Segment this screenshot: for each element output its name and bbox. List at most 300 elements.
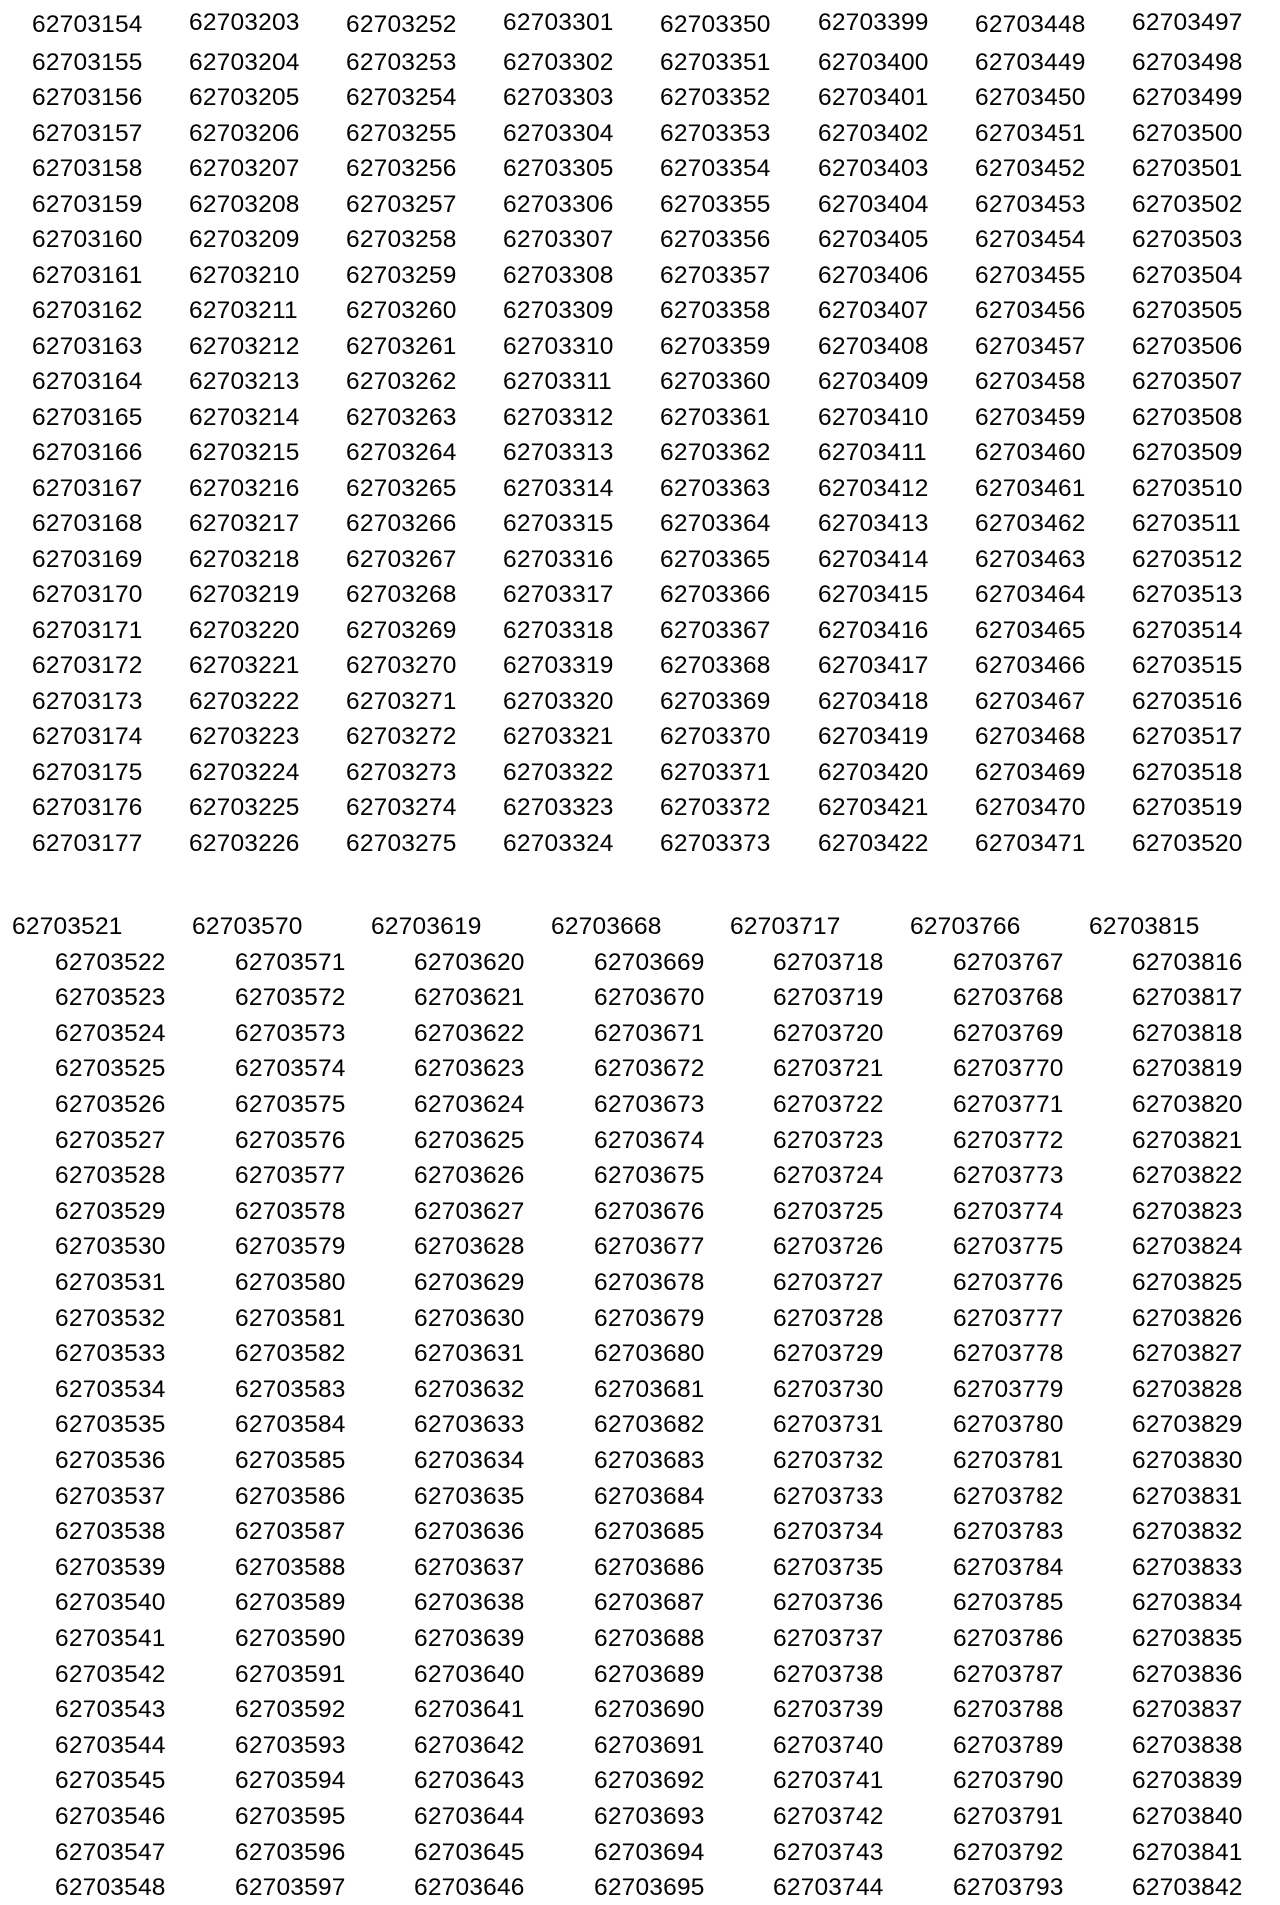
number-entry: 62703593 [235, 1731, 346, 1759]
number-entry: 62703535 [55, 1411, 166, 1439]
number-entry: 62703784 [953, 1553, 1064, 1581]
number-entry: 62703203 [189, 9, 300, 36]
number-entry: 62703307 [503, 226, 614, 253]
number-entry: 62703581 [235, 1304, 346, 1332]
number-entry: 62703500 [1132, 119, 1243, 147]
number-entry: 62703315 [503, 510, 614, 537]
number-entry: 62703267 [346, 545, 457, 573]
number-entry: 62703356 [660, 226, 771, 253]
number-entry: 62703834 [1132, 1589, 1243, 1617]
number-entry: 62703728 [773, 1304, 884, 1332]
number-entry: 62703318 [503, 616, 614, 644]
number-entry: 62703734 [773, 1518, 884, 1546]
number-entry: 62703774 [953, 1197, 1064, 1225]
number-entry: 62703830 [1132, 1447, 1243, 1474]
number-entry: 62703640 [414, 1660, 525, 1688]
number-entry: 62703695 [594, 1874, 705, 1902]
number-entry: 62703621 [414, 984, 525, 1012]
number-entry: 62703317 [503, 581, 614, 608]
number-entry: 62703637 [414, 1553, 525, 1581]
number-entry: 62703159 [32, 190, 143, 218]
number-entry: 62703837 [1132, 1696, 1243, 1724]
number-entry: 62703311 [503, 368, 612, 395]
number-entry: 62703641 [414, 1696, 525, 1724]
number-entry: 62703176 [32, 794, 143, 821]
number-entry: 62703548 [55, 1874, 166, 1902]
number-entry: 62703577 [235, 1162, 346, 1190]
number-entry: 62703505 [1132, 297, 1243, 324]
number-entry: 62703210 [189, 261, 300, 289]
number-entry: 62703629 [414, 1269, 525, 1296]
number-entry: 62703312 [503, 403, 614, 431]
number-entry: 62703788 [953, 1696, 1064, 1724]
number-entry: 62703422 [818, 829, 929, 857]
number-entry: 62703528 [55, 1162, 166, 1190]
number-entry: 62703162 [32, 297, 143, 324]
number-entry: 62703274 [346, 794, 457, 821]
number-entry: 62703529 [55, 1197, 166, 1225]
number-entry: 62703595 [235, 1803, 346, 1830]
number-entry: 62703465 [975, 616, 1086, 644]
number-entry: 62703742 [773, 1803, 884, 1830]
number-entry: 62703620 [414, 948, 525, 976]
number-entry: 62703264 [346, 439, 457, 466]
number-entry: 62703450 [975, 84, 1086, 111]
number-entry: 62703211 [189, 297, 298, 324]
number-entry: 62703833 [1132, 1553, 1243, 1581]
number-entry: 62703168 [32, 510, 143, 537]
number-entry: 62703719 [773, 984, 884, 1012]
number-entry: 62703642 [414, 1731, 525, 1759]
number-entry: 62703521 [12, 913, 123, 940]
number-entry: 62703463 [975, 545, 1086, 573]
number-entry: 62703253 [346, 48, 457, 76]
number-entry: 62703226 [189, 829, 300, 857]
number-entry: 62703515 [1132, 652, 1243, 679]
number-entry: 62703417 [818, 652, 929, 679]
number-entry: 62703154 [32, 11, 143, 38]
number-entry: 62703364 [660, 510, 771, 537]
number-entry: 62703414 [818, 545, 929, 573]
number-entry: 62703770 [953, 1055, 1064, 1083]
number-entry: 62703459 [975, 403, 1086, 431]
number-entry: 62703768 [953, 984, 1064, 1012]
number-entry: 62703789 [953, 1731, 1064, 1759]
number-entry: 62703214 [189, 403, 300, 431]
number-entry: 62703454 [975, 226, 1086, 253]
number-entry: 62703499 [1132, 84, 1243, 111]
number-entry: 62703547 [55, 1838, 166, 1866]
number-entry: 62703215 [189, 439, 300, 466]
number-entry: 62703596 [235, 1838, 346, 1866]
number-entry: 62703583 [235, 1375, 346, 1403]
number-entry: 62703421 [818, 794, 929, 821]
number-entry: 62703212 [189, 332, 300, 360]
number-entry: 62703523 [55, 984, 166, 1012]
number-entry: 62703721 [773, 1055, 884, 1083]
number-entry: 62703369 [660, 687, 771, 715]
number-entry: 62703836 [1132, 1660, 1243, 1688]
number-entry: 62703779 [953, 1375, 1064, 1403]
number-entry: 62703256 [346, 155, 457, 182]
number-entry: 62703590 [235, 1625, 346, 1652]
number-entry: 62703692 [594, 1767, 705, 1795]
number-entry: 62703302 [503, 48, 614, 76]
number-entry: 62703469 [975, 758, 1086, 786]
number-entry: 62703517 [1132, 723, 1243, 750]
number-entry: 62703738 [773, 1660, 884, 1688]
number-entry: 62703584 [235, 1411, 346, 1439]
number-entry: 62703355 [660, 190, 771, 218]
number-entry: 62703739 [773, 1696, 884, 1724]
number-entry: 62703623 [414, 1055, 525, 1083]
number-entry: 62703737 [773, 1625, 884, 1652]
number-entry: 62703266 [346, 510, 457, 537]
number-entry: 62703165 [32, 403, 143, 431]
number-entry: 62703820 [1132, 1091, 1243, 1118]
number-entry: 62703735 [773, 1553, 884, 1581]
number-entry: 62703632 [414, 1375, 525, 1403]
number-entry: 62703744 [773, 1874, 884, 1902]
number-entry: 62703643 [414, 1767, 525, 1795]
number-entry: 62703322 [503, 758, 614, 786]
number-entry: 62703457 [975, 332, 1086, 360]
number-entry: 62703221 [189, 652, 300, 679]
number-entry: 62703412 [818, 474, 929, 502]
number-entry: 62703456 [975, 297, 1086, 324]
number-entry: 62703786 [953, 1625, 1064, 1652]
number-entry: 62703169 [32, 545, 143, 573]
number-entry: 62703400 [818, 48, 929, 76]
number-entry: 62703772 [953, 1126, 1064, 1154]
number-entry: 62703270 [346, 652, 457, 679]
number-entry: 62703449 [975, 48, 1086, 76]
number-entry: 62703519 [1132, 794, 1243, 821]
number-entry: 62703769 [953, 1019, 1064, 1047]
number-entry: 62703731 [773, 1411, 884, 1439]
number-entry: 62703518 [1132, 758, 1243, 786]
number-entry: 62703817 [1132, 984, 1243, 1012]
number-entry: 62703367 [660, 616, 771, 644]
number-entry: 62703453 [975, 190, 1086, 218]
number-entry: 62703520 [1132, 829, 1243, 857]
number-entry: 62703207 [189, 155, 300, 182]
number-entry: 62703413 [818, 510, 929, 537]
number-entry: 62703579 [235, 1233, 346, 1261]
number-entry: 62703815 [1089, 913, 1200, 940]
number-entry: 62703542 [55, 1660, 166, 1688]
number-entry: 62703502 [1132, 190, 1243, 218]
number-entry: 62703507 [1132, 368, 1243, 395]
number-entry: 62703626 [414, 1162, 525, 1190]
number-entry: 62703161 [32, 261, 143, 289]
number-entry: 62703782 [953, 1482, 1064, 1510]
number-entry: 62703373 [660, 829, 771, 857]
number-entry: 62703726 [773, 1233, 884, 1261]
number-entry: 62703645 [414, 1838, 525, 1866]
number-entry: 62703679 [594, 1304, 705, 1332]
number-entry: 62703324 [503, 829, 614, 857]
number-entry: 62703541 [55, 1625, 166, 1652]
number-entry: 62703840 [1132, 1803, 1243, 1830]
number-entry: 62703262 [346, 368, 457, 395]
number-entry: 62703821 [1132, 1126, 1243, 1154]
number-entry: 62703273 [346, 758, 457, 786]
number-entry: 62703530 [55, 1233, 166, 1261]
number-entry: 62703777 [953, 1304, 1064, 1332]
number-entry: 62703736 [773, 1589, 884, 1617]
number-entry: 62703304 [503, 119, 614, 147]
number-entry: 62703540 [55, 1589, 166, 1617]
number-entry: 62703225 [189, 794, 300, 821]
number-entry: 62703732 [773, 1447, 884, 1474]
number-entry: 62703368 [660, 652, 771, 679]
number-entry: 62703674 [594, 1126, 705, 1154]
number-entry: 62703635 [414, 1482, 525, 1510]
number-entry: 62703310 [503, 332, 614, 360]
number-entry: 62703522 [55, 948, 166, 976]
number-entry: 62703261 [346, 332, 457, 360]
number-entry: 62703625 [414, 1126, 525, 1154]
number-entry: 62703622 [414, 1019, 525, 1047]
number-entry: 62703573 [235, 1019, 346, 1047]
number-entry: 62703313 [503, 439, 614, 466]
number-entry: 62703785 [953, 1589, 1064, 1617]
number-entry: 62703628 [414, 1233, 525, 1261]
number-entry: 62703415 [818, 581, 929, 608]
number-entry: 62703461 [975, 474, 1086, 502]
number-entry: 62703743 [773, 1838, 884, 1866]
number-entry: 62703448 [975, 11, 1086, 38]
number-entry: 62703793 [953, 1874, 1064, 1902]
number-entry: 62703591 [235, 1660, 346, 1688]
number-entry: 62703506 [1132, 332, 1243, 360]
number-entry: 62703254 [346, 84, 457, 111]
number-entry: 62703420 [818, 758, 929, 786]
number-entry: 62703527 [55, 1126, 166, 1154]
number-entry: 62703538 [55, 1518, 166, 1546]
number-entry: 62703462 [975, 510, 1086, 537]
number-entry: 62703218 [189, 545, 300, 573]
number-entry: 62703668 [551, 913, 662, 940]
number-entry: 62703157 [32, 119, 143, 147]
number-entry: 62703468 [975, 723, 1086, 750]
number-entry: 62703308 [503, 261, 614, 289]
number-entry: 62703155 [32, 48, 143, 76]
number-entry: 62703213 [189, 368, 300, 395]
number-entry: 62703508 [1132, 403, 1243, 431]
number-entry: 62703497 [1132, 9, 1243, 36]
number-entry: 62703510 [1132, 474, 1243, 502]
number-entry: 62703687 [594, 1589, 705, 1617]
number-entry: 62703781 [953, 1447, 1064, 1474]
number-entry: 62703633 [414, 1411, 525, 1439]
number-entry: 62703717 [730, 913, 841, 940]
number-entry: 62703826 [1132, 1304, 1243, 1332]
number-entry: 62703733 [773, 1482, 884, 1510]
number-entry: 62703842 [1132, 1874, 1243, 1902]
number-entry: 62703265 [346, 474, 457, 502]
number-entry: 62703365 [660, 545, 771, 573]
number-entry: 62703511 [1132, 510, 1241, 537]
number-entry: 62703402 [818, 119, 929, 147]
number-entry: 62703303 [503, 84, 614, 111]
number-entry: 62703360 [660, 368, 771, 395]
number-entry: 62703597 [235, 1874, 346, 1902]
number-entry: 62703792 [953, 1838, 1064, 1866]
number-entry: 62703504 [1132, 261, 1243, 289]
number-entry: 62703301 [503, 9, 614, 36]
number-entry: 62703588 [235, 1553, 346, 1581]
number-entry: 62703619 [371, 913, 482, 940]
number-entry: 62703574 [235, 1055, 346, 1083]
number-entry: 62703570 [192, 913, 303, 940]
number-entry: 62703544 [55, 1731, 166, 1759]
number-entry: 62703546 [55, 1803, 166, 1830]
number-entry: 62703531 [55, 1269, 166, 1296]
number-entry: 62703173 [32, 687, 143, 715]
number-entry: 62703467 [975, 687, 1086, 715]
number-entry: 62703828 [1132, 1375, 1243, 1403]
number-entry: 62703672 [594, 1055, 705, 1083]
number-entry: 62703693 [594, 1803, 705, 1830]
number-entry: 62703631 [414, 1340, 525, 1368]
number-entry: 62703722 [773, 1091, 884, 1118]
number-entry: 62703370 [660, 723, 771, 750]
number-entry: 62703671 [594, 1019, 705, 1047]
number-entry: 62703260 [346, 297, 457, 324]
number-entry: 62703460 [975, 439, 1086, 466]
number-entry: 62703825 [1132, 1269, 1243, 1296]
number-entry: 62703822 [1132, 1162, 1243, 1190]
number-entry: 62703532 [55, 1304, 166, 1332]
number-entry: 62703776 [953, 1269, 1064, 1296]
number-entry: 62703525 [55, 1055, 166, 1083]
number-entry: 62703403 [818, 155, 929, 182]
number-entry: 62703509 [1132, 439, 1243, 466]
number-entry: 62703410 [818, 403, 929, 431]
number-entry: 62703680 [594, 1340, 705, 1368]
number-entry: 62703455 [975, 261, 1086, 289]
number-entry: 62703827 [1132, 1340, 1243, 1368]
number-entry: 62703406 [818, 261, 929, 289]
number-entry: 62703791 [953, 1803, 1064, 1830]
number-entry: 62703172 [32, 652, 143, 679]
number-entry: 62703252 [346, 11, 457, 38]
number-entry: 62703305 [503, 155, 614, 182]
number-entry: 62703405 [818, 226, 929, 253]
number-entry: 62703407 [818, 297, 929, 324]
number-entry: 62703272 [346, 723, 457, 750]
number-entry: 62703724 [773, 1162, 884, 1190]
number-entry: 62703158 [32, 155, 143, 182]
number-entry: 62703174 [32, 723, 143, 750]
number-entry: 62703634 [414, 1447, 525, 1474]
number-entry: 62703259 [346, 261, 457, 289]
number-entry: 62703669 [594, 948, 705, 976]
number-entry: 62703409 [818, 368, 929, 395]
number-entry: 62703624 [414, 1091, 525, 1118]
number-entry: 62703512 [1132, 545, 1243, 573]
number-entry: 62703681 [594, 1375, 705, 1403]
number-entry: 62703418 [818, 687, 929, 715]
number-entry: 62703205 [189, 84, 300, 111]
number-entry: 62703718 [773, 948, 884, 976]
number-entry: 62703539 [55, 1553, 166, 1581]
number-entry: 62703419 [818, 723, 929, 750]
number-entry: 62703740 [773, 1731, 884, 1759]
number-entry: 62703592 [235, 1696, 346, 1724]
number-entry: 62703824 [1132, 1233, 1243, 1261]
number-entry: 62703268 [346, 581, 457, 608]
number-entry: 62703677 [594, 1233, 705, 1261]
number-entry: 62703362 [660, 439, 771, 466]
number-entry: 62703534 [55, 1375, 166, 1403]
number-entry: 62703725 [773, 1197, 884, 1225]
number-entry: 62703354 [660, 155, 771, 182]
number-entry: 62703466 [975, 652, 1086, 679]
number-entry: 62703320 [503, 687, 614, 715]
number-entry: 62703831 [1132, 1482, 1243, 1510]
number-entry: 62703646 [414, 1874, 525, 1902]
number-entry: 62703783 [953, 1518, 1064, 1546]
number-entry: 62703524 [55, 1019, 166, 1047]
number-entry: 62703309 [503, 297, 614, 324]
number-entry: 62703730 [773, 1375, 884, 1403]
number-entry: 62703627 [414, 1197, 525, 1225]
number-entry: 62703639 [414, 1625, 525, 1652]
number-entry: 62703841 [1132, 1838, 1243, 1866]
number-entry: 62703773 [953, 1162, 1064, 1190]
number-entry: 62703835 [1132, 1625, 1243, 1652]
number-entry: 62703829 [1132, 1411, 1243, 1439]
number-entry: 62703271 [346, 687, 457, 715]
number-entry: 62703767 [953, 948, 1064, 976]
number-entry: 62703222 [189, 687, 300, 715]
number-entry: 62703501 [1132, 155, 1243, 182]
number-entry: 62703358 [660, 297, 771, 324]
number-entry: 62703366 [660, 581, 771, 608]
number-entry: 62703690 [594, 1696, 705, 1724]
number-entry: 62703471 [975, 829, 1086, 857]
number-entry: 62703306 [503, 190, 614, 218]
number-entry: 62703361 [660, 403, 771, 431]
number-entry: 62703587 [235, 1518, 346, 1546]
number-entry: 62703686 [594, 1553, 705, 1581]
number-entry: 62703220 [189, 616, 300, 644]
number-entry: 62703514 [1132, 616, 1243, 644]
number-entry: 62703819 [1132, 1055, 1243, 1083]
number-entry: 62703170 [32, 581, 143, 608]
number-entry: 62703319 [503, 652, 614, 679]
number-entry: 62703778 [953, 1340, 1064, 1368]
number-entry: 62703636 [414, 1518, 525, 1546]
number-entry: 62703720 [773, 1019, 884, 1047]
number-entry: 62703363 [660, 474, 771, 502]
number-entry: 62703543 [55, 1696, 166, 1724]
number-entry: 62703371 [660, 758, 771, 786]
number-entry: 62703351 [660, 48, 771, 76]
number-entry: 62703630 [414, 1304, 525, 1332]
number-entry: 62703206 [189, 119, 300, 147]
number-entry: 62703676 [594, 1197, 705, 1225]
number-entry: 62703323 [503, 794, 614, 821]
number-entry: 62703171 [32, 616, 143, 644]
number-entry: 62703578 [235, 1197, 346, 1225]
number-entry: 62703678 [594, 1269, 705, 1296]
number-entry: 62703316 [503, 545, 614, 573]
number-entry: 62703160 [32, 226, 143, 253]
